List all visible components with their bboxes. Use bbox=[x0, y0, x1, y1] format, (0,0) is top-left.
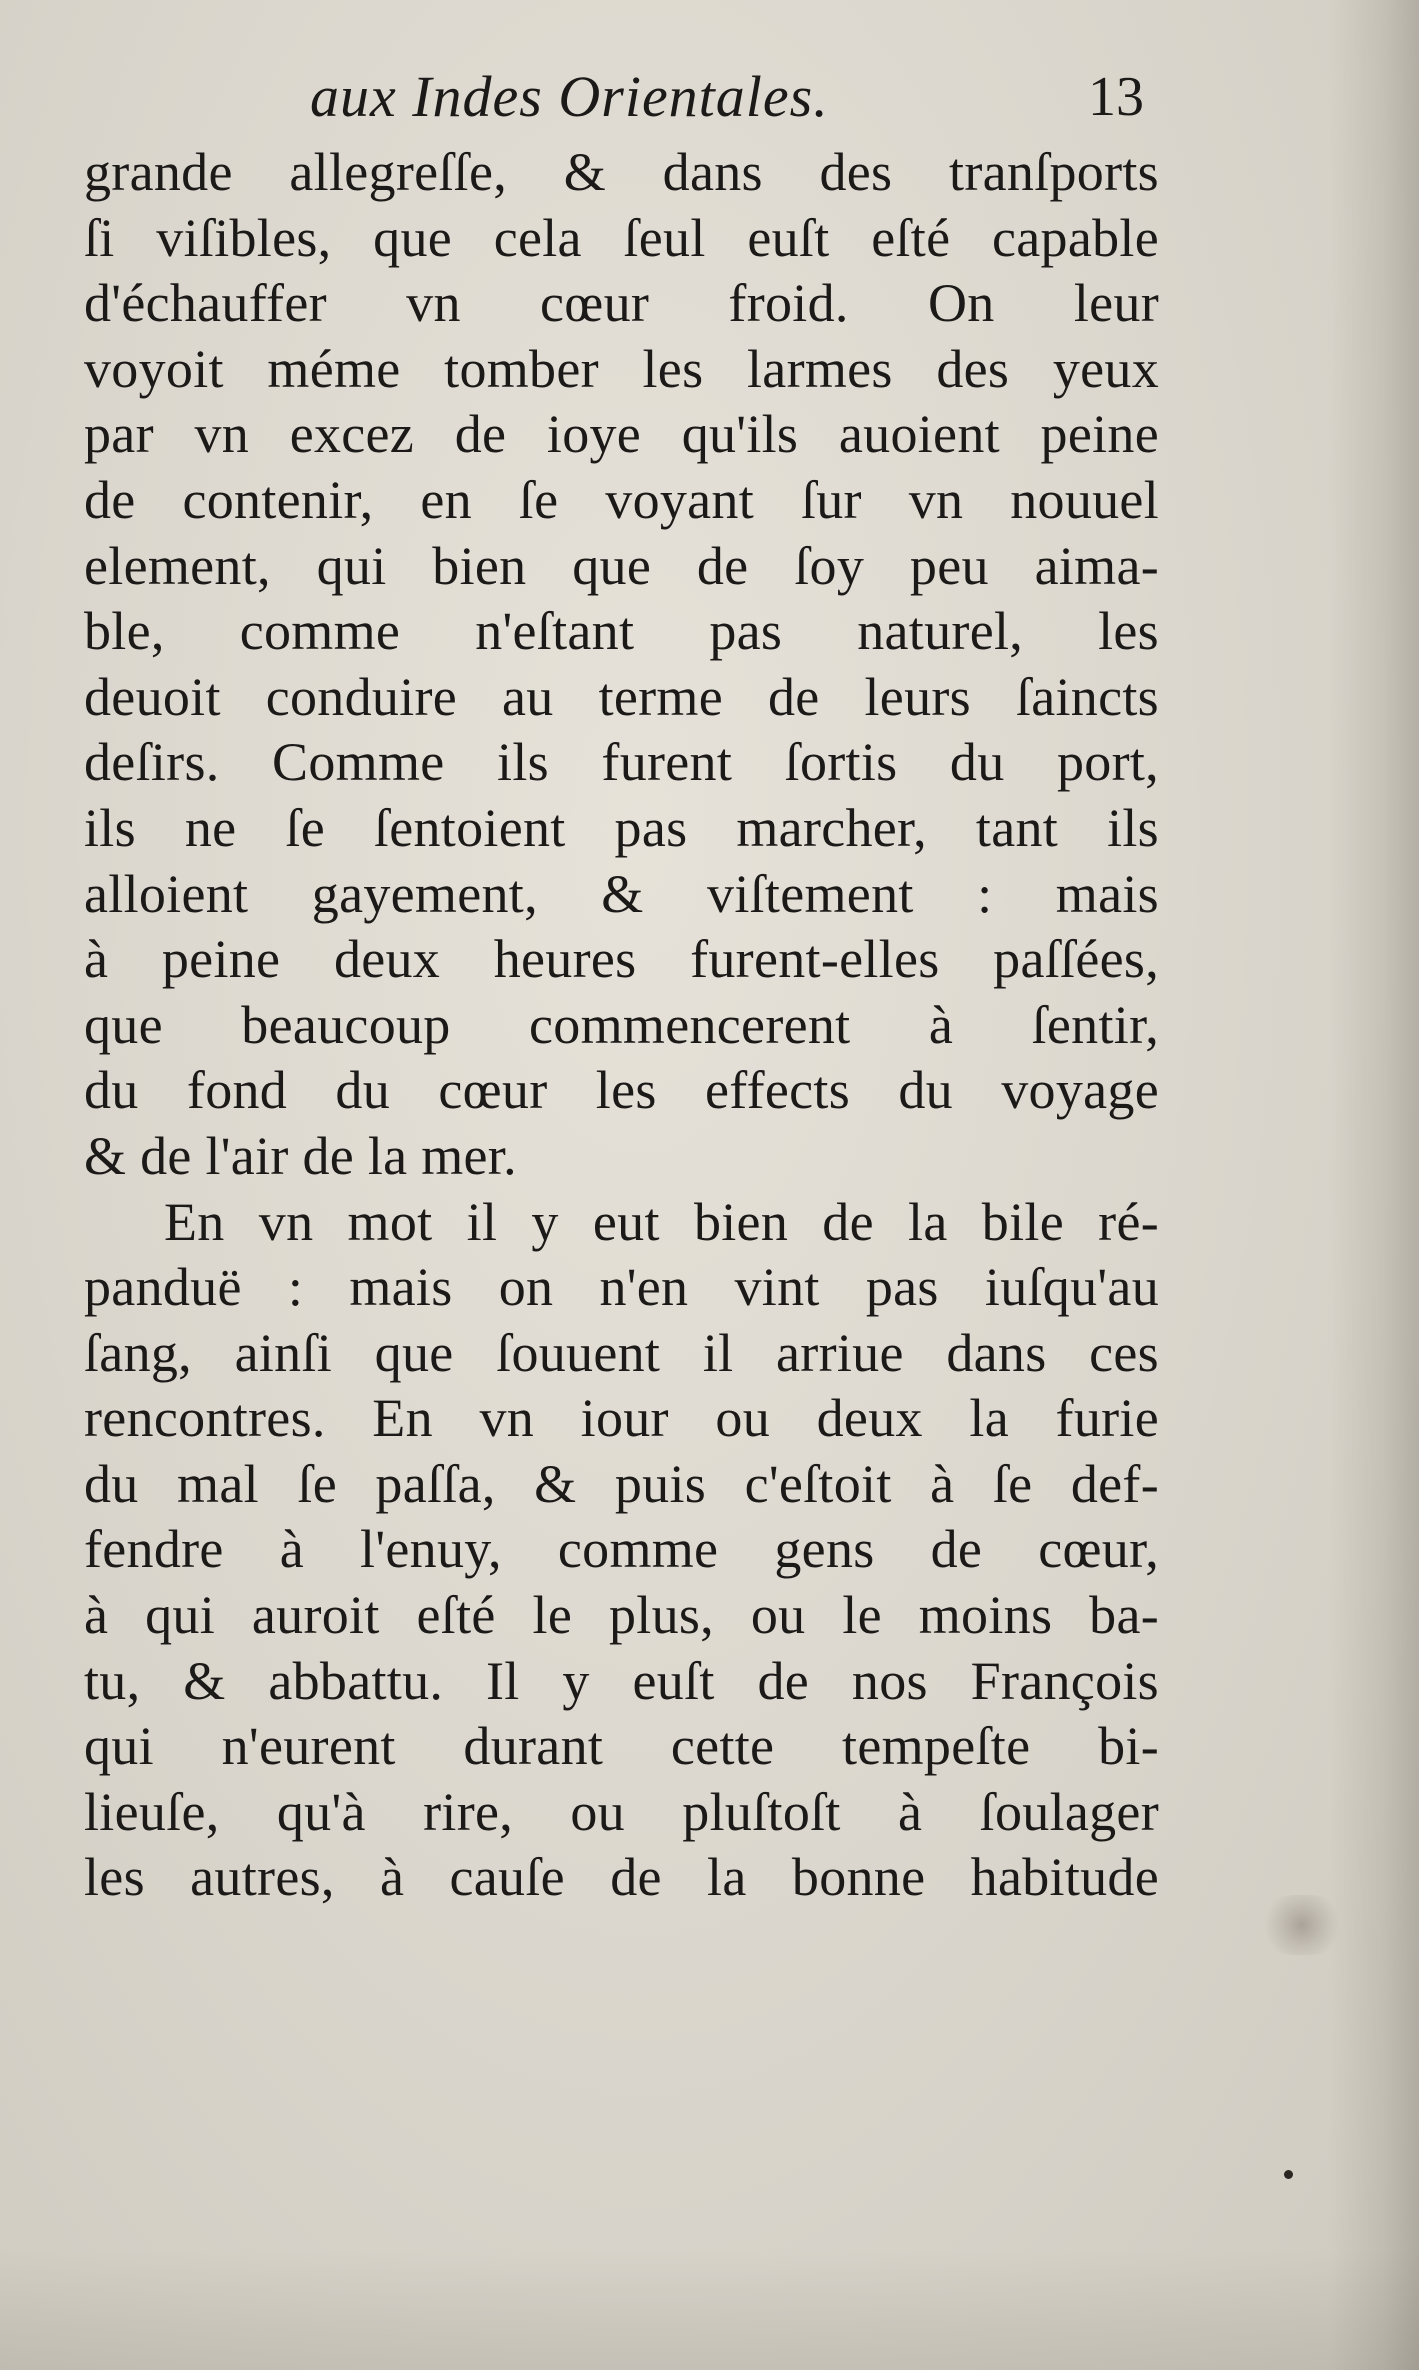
text-line: fendre à l'enuy, comme gens de cœur, bbox=[84, 1519, 1159, 1580]
text-line: deuoit conduire au terme de leurs ſaincts bbox=[84, 666, 1159, 727]
text-line: ble, comme n'eſtant pas naturel, les bbox=[84, 601, 1159, 662]
paragraph-end-line: & de l'air de la mer. bbox=[84, 1125, 517, 1186]
text-line: d'échauffer vn cœur froid. On leur bbox=[84, 273, 1159, 334]
ink-bleed-stain bbox=[1262, 1895, 1342, 1955]
page-bottom-shading bbox=[0, 2250, 1419, 2370]
text-line: du fond du cœur les effects du voyage bbox=[84, 1060, 1159, 1121]
page-number: 13 bbox=[1088, 66, 1144, 128]
text-line: ſang, ainſi que ſouuent il arriue dans ces bbox=[84, 1322, 1159, 1383]
text-line: ſi viſibles, que cela ſeul euſt eſté capable bbox=[84, 207, 1159, 268]
text-line: que beaucoup commencerent à ſentir, bbox=[84, 994, 1159, 1055]
text-line: à qui auroit eſté le plus, ou le moins ba- bbox=[84, 1585, 1159, 1646]
text-line: du mal ſe paſſa, & puis c'eſtoit à ſe def- bbox=[84, 1453, 1159, 1514]
page-edge-shading bbox=[1329, 0, 1419, 2370]
text-line: à peine deux heures furent-elles paſſées, bbox=[84, 929, 1159, 990]
text-line: alloient gayement, & viſtement : mais bbox=[84, 863, 1159, 924]
running-head: aux Indes Orientales. bbox=[310, 64, 829, 129]
text-line: deſirs. Comme ils furent ſortis du port, bbox=[84, 732, 1159, 793]
text-line: qui n'eurent durant cette tempeſte bi- bbox=[84, 1716, 1159, 1777]
text-line: lieuſe, qu'à rire, ou pluſtoſt à ſoulager bbox=[84, 1781, 1159, 1842]
text-line: element, qui bien que de ſoy peu aima- bbox=[84, 535, 1159, 596]
body-text bbox=[84, 140, 1159, 1911]
paragraph-start-line: En vn mot il y eut bien de la bile ré- bbox=[164, 1191, 1159, 1252]
paper-speck bbox=[1284, 2170, 1293, 2179]
text-line: rencontres. En vn iour ou deux la furie bbox=[84, 1388, 1159, 1449]
text-line: par vn excez de ioye qu'ils auoient peine bbox=[84, 404, 1159, 465]
text-line: les autres, à cauſe de la bonne habitude bbox=[84, 1847, 1159, 1908]
text-line: de contenir, en ſe voyant ſur vn nouuel bbox=[84, 469, 1159, 530]
text-line: panduë : mais on n'en vint pas iuſqu'au bbox=[84, 1257, 1159, 1318]
text-line: tu, & abbattu. Il y euſt de nos François bbox=[84, 1650, 1159, 1711]
text-line: grande allegreſſe, & dans des tranſports bbox=[84, 142, 1159, 202]
text-line: ils ne ſe ſentoient pas marcher, tant ils bbox=[84, 797, 1159, 858]
text-line: voyoit méme tomber les larmes des yeux bbox=[84, 338, 1159, 399]
